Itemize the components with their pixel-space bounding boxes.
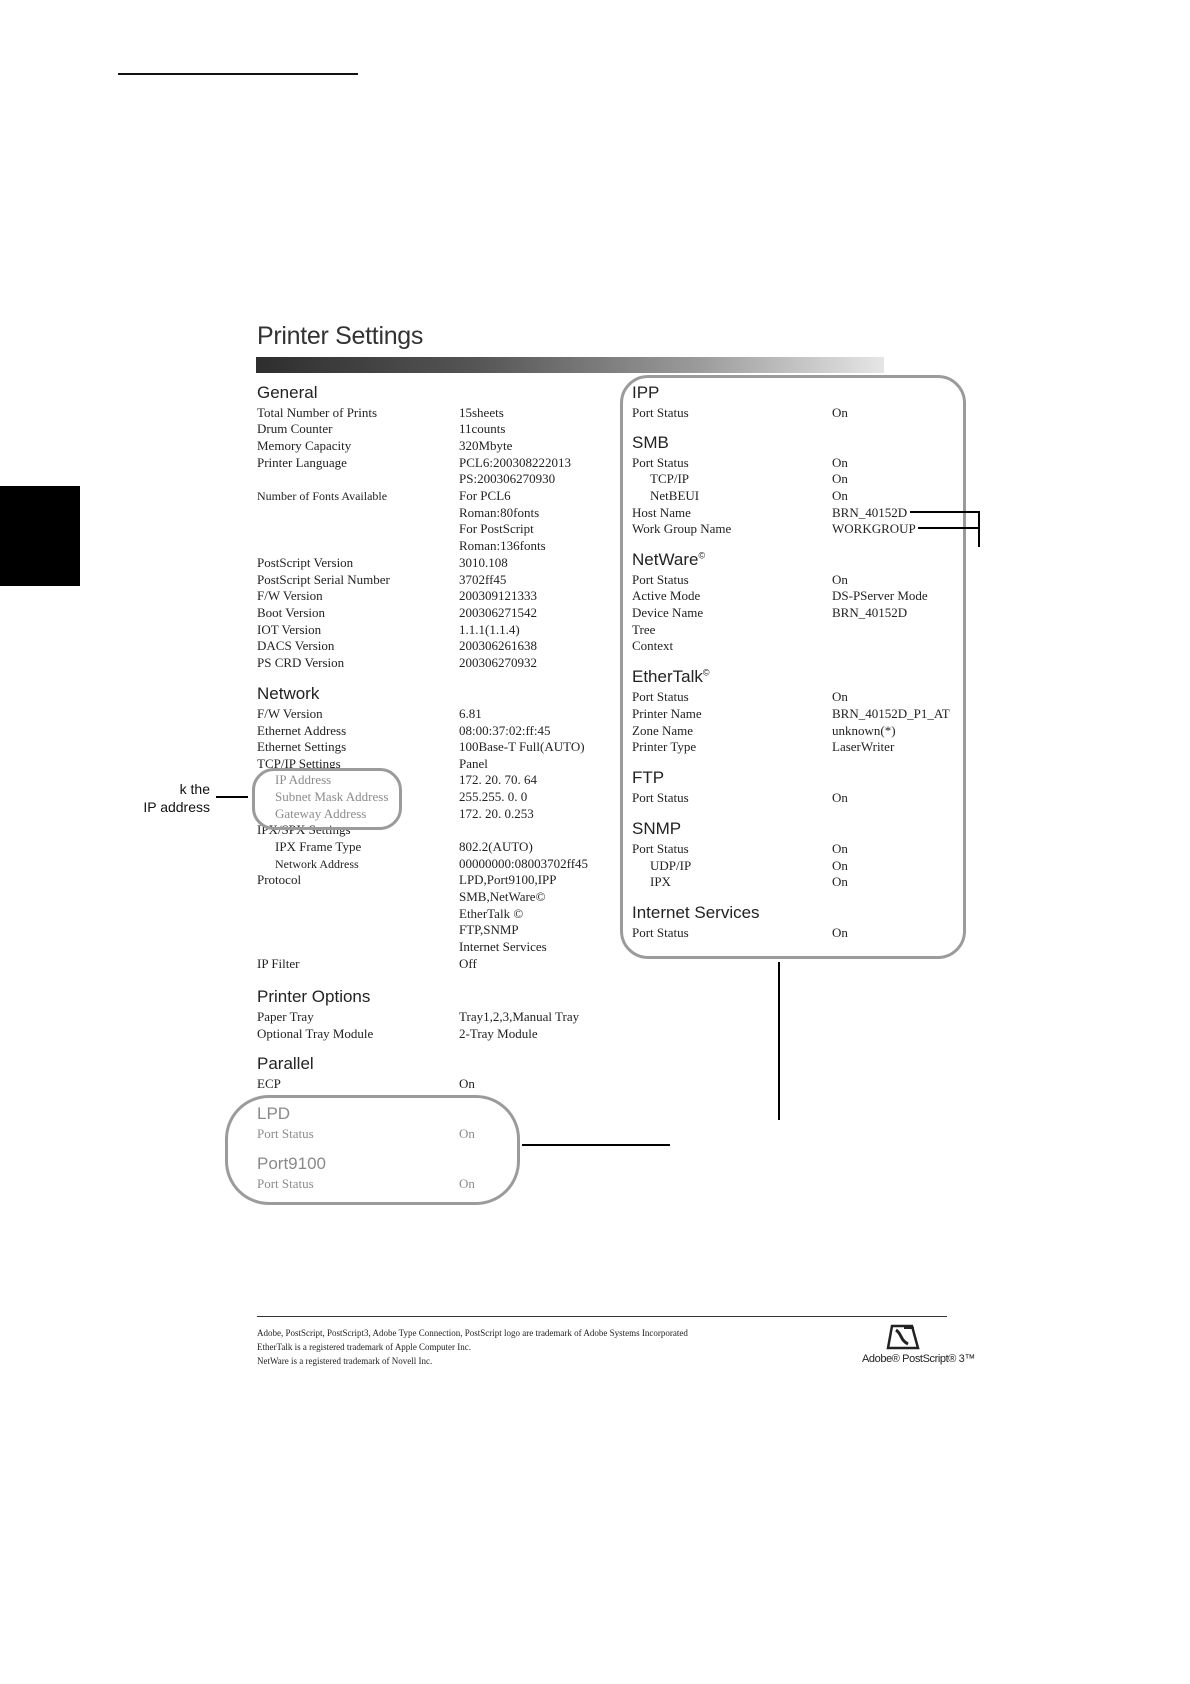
printer-options-heading: Printer Options [257,987,371,1006]
lpd-port9100-callout [225,1095,520,1205]
footer-line: NetWare is a registered trademark of Novell Inc. [257,1356,433,1366]
netware-heading: NetWare© [632,550,706,569]
title-gradient-bar [256,357,884,373]
ipp-heading: IPP [632,383,660,402]
chapter-tab [0,486,80,586]
footer-line: EtherTalk is a registered trademark of Apple Computer Inc. [257,1342,472,1352]
callout-note: k the IP address [143,781,210,815]
parallel-heading: Parallel [257,1054,314,1073]
ip-address-callout [252,768,402,830]
ip-callout-leader-line [216,796,248,798]
footer-rule [257,1316,947,1317]
internet-services-heading: Internet Services [632,903,760,922]
work-group-leader-line [918,527,980,529]
right-column-callout [620,375,966,959]
ftp-heading: FTP [632,768,665,787]
port9100-heading: Port9100 [257,1154,326,1173]
smb-heading: SMB [632,433,669,452]
snmp-heading: SNMP [632,819,682,838]
page-title: Printer Settings [257,322,424,350]
right-callout-leader-line [778,962,780,1120]
lpd-callout-leader-line [522,1144,670,1146]
footer-line: Adobe, PostScript, PostScript3, Adobe Type Connection, PostScript logo are trademark of Adobe Systems Incorporated [257,1328,688,1338]
ethertalk-heading: EtherTalk© [632,667,710,686]
host-name-leader-line [910,511,980,513]
lpd-heading: LPD [257,1104,291,1123]
smb-bracket-line [978,511,980,547]
general-heading: General [257,383,318,402]
header-rule [118,73,358,75]
logo-wordmark: Adobe® PostScript® 3™ [862,1353,975,1365]
network-heading: Network [257,684,320,703]
